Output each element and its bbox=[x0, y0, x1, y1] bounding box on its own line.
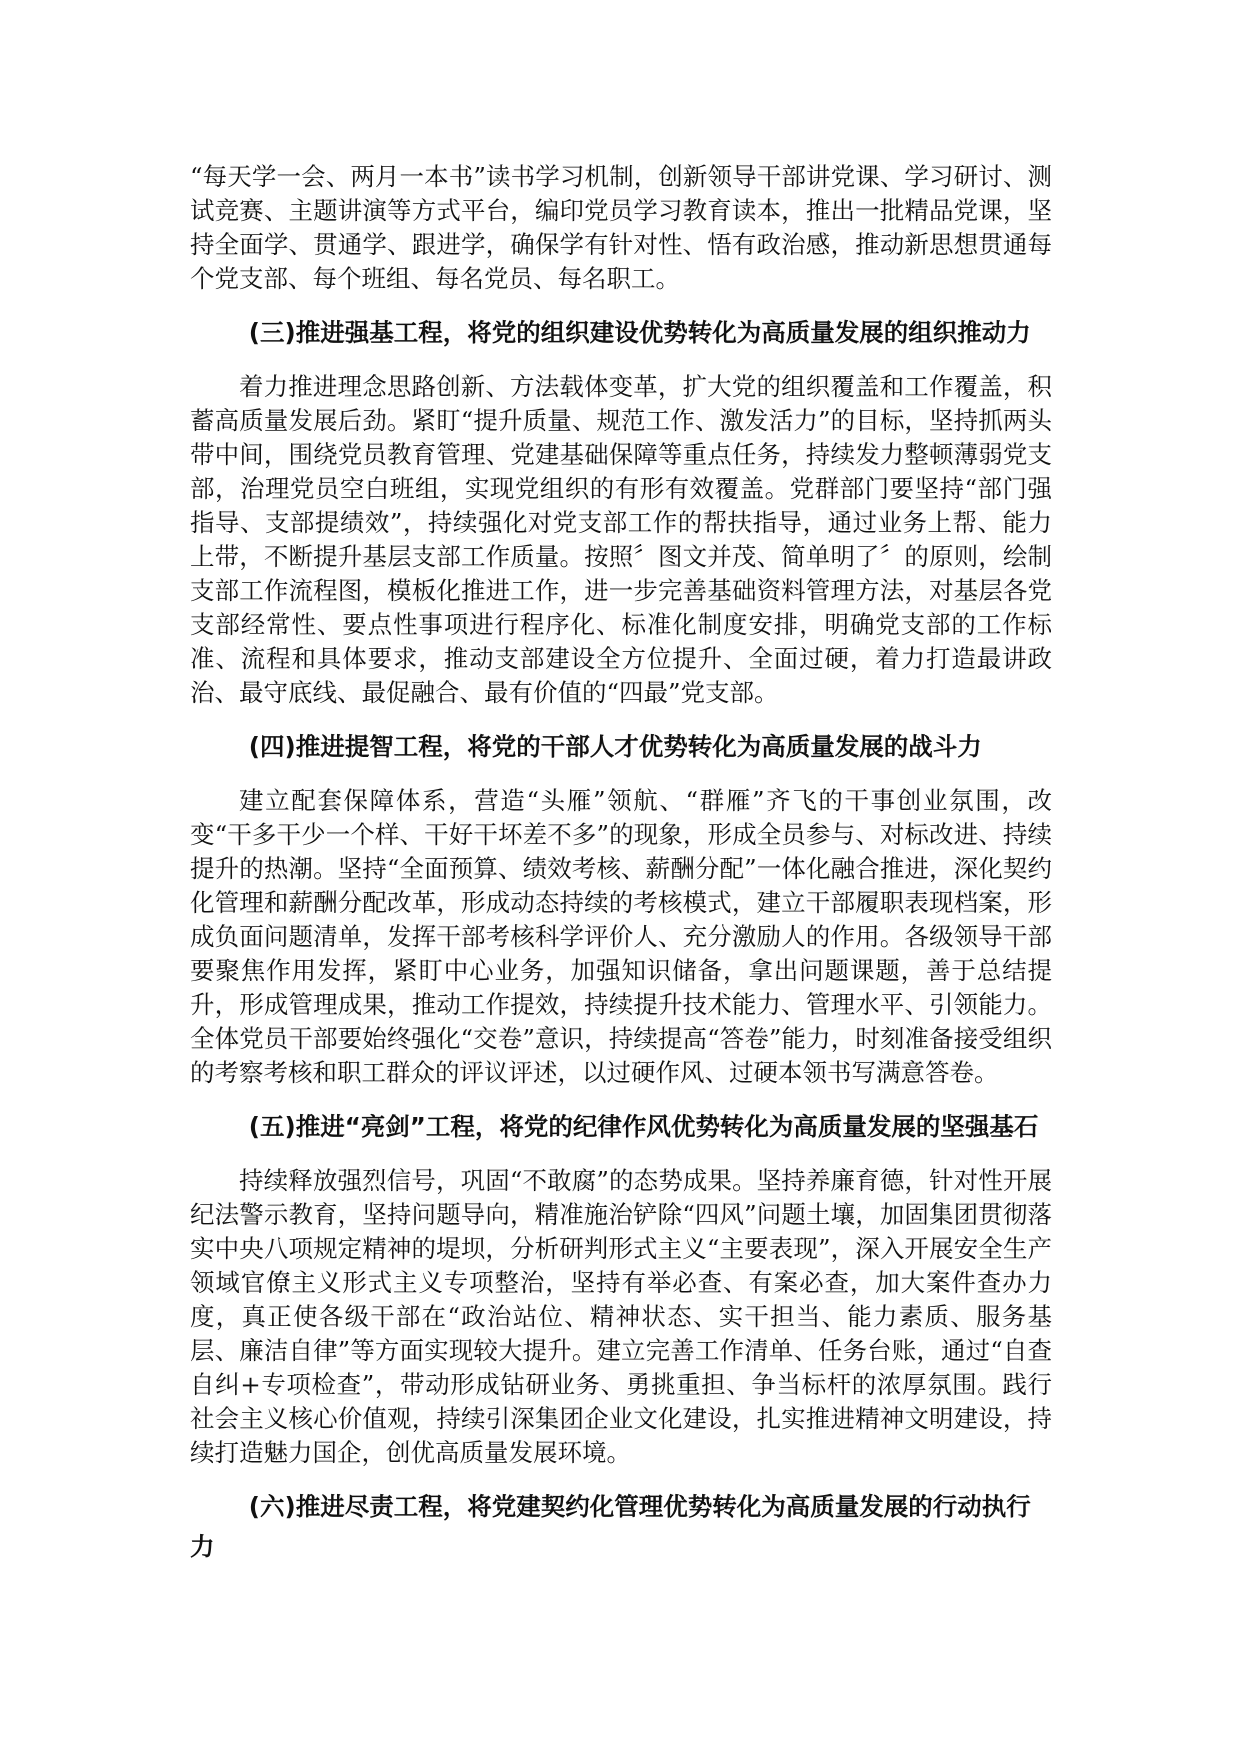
paragraph-cadre-talent: 建立配套保障体系，营造“头雁”领航、“群雁”齐飞的干事创业氛围，改变“干多干少一个样、干好干坏差不多”的现象，形成全员参与、对标改进、持续提升的热潮。坚持“全面预算、绩效考核、薪酬分配”一体化融合推进，深化契约化管理和薪酬分配改革，形成动态持续的考核模式，建立干部履职表现档案，形成负面问题清单，发挥干部考核科学评价人、充分激励人的作用。各级领导干部要聚焦作用发挥，紧盯中心业务，加强知识储备，拿出问题课题，善于总结提升，形成管理成果，推动工作提效，持续提升技术能力、管理水平、引领能力。全体党员干部要始终强化“交卷”意识，持续提高“答卷”能力，时刻准备接受组织的考察考核和职工群众的评议评述，以过硬作风、过硬本领书写满意答卷。 bbox=[190, 786, 1052, 1087]
document-page bbox=[190, 160, 1052, 1584]
section-heading-6: (六)推进尽责工程，将党建契约化管理优势转化为高质量发展的行动执行力 bbox=[190, 1492, 1031, 1561]
section-heading-5: (五)推进“亮剑”工程，将党的纪律作风优势转化为高质量发展的坚强基石 bbox=[248, 1112, 1039, 1141]
section-heading-3: (三)推进强基工程，将党的组织建设优势转化为高质量发展的组织推动力 bbox=[248, 318, 1031, 347]
paragraph-strengthen-foundation: 着力推进理念思路创新、方法载体变革，扩大党的组织覆盖和工作覆盖，积蓄高质量发展后劲。紧盯“提升质量、规范工作、激发活力”的目标，坚持抓两头带中间，围绕党员教育管理、党建基础保障等重点任务，持续发力整顿薄弱党支部，治理党员空白班组，实现党组织的有形有效覆盖。党群部门要坚持“部门强指导、支部提绩效”，持续强化对党支部工作的帮扶指导，通过业务上帮、能力上带，不断提升基层支部工作质量。按照〞图文并茂、简单明了〞的原则，绘制支部工作流程图，模板化推进工作，进一步完善基础资料管理方法，对基层各党支部经常性、要点性事项进行程序化、标准化制度安排，明确党支部的工作标准、流程和具体要求，推动支部建设全方位提升、全面过硬，着力打造最讲政治、最守底线、最促融合、最有价值的“四最”党支部。 bbox=[190, 372, 1052, 707]
paragraph-discipline-style: 持续释放强烈信号，巩固“不敢腐”的态势成果。坚持养廉育德，针对性开展纪法警示教育，坚持问题导向，精准施治铲除“四风”问题土壤，加固集团贯彻落实中央八项规定精神的堤坝，分析研判形式主义“主要表现”，深入开展安全生产领域官僚主义形式主义专项整治，坚持有举必查、有案必查，加大案件查办力度，真正使各级干部在“政治站位、精神状态、实干担当、能力素质、服务基层、廉洁自律”等方面实现较大提升。建立完善工作清单、任务台账，通过“自查自纠+专项检查”，带动形成钻研业务、勇挑重担、争当标杆的浓厚氛围。践行社会主义核心价值观，持续引深集团企业文化建设，扎实推进精神文明建设，持续打造魅力国企，创优高质量发展环境。 bbox=[190, 1166, 1052, 1467]
paragraph-reading-mechanism: “每天学一会、两月一本书”读书学习机制，创新领导干部讲党课、学习研讨、测试竞赛、主题讲演等方式平台，编印党员学习教育读本，推出一批精品党课，坚持全面学、贯通学、跟进学，确保学有针对性、悟有政治感，推动新思想贯通每个党支部、每个班组、每名党员、每名职工。 bbox=[190, 162, 1052, 293]
section-heading-4: (四)推进提智工程，将党的干部人才优势转化为高质量发展的战斗力 bbox=[248, 732, 982, 761]
